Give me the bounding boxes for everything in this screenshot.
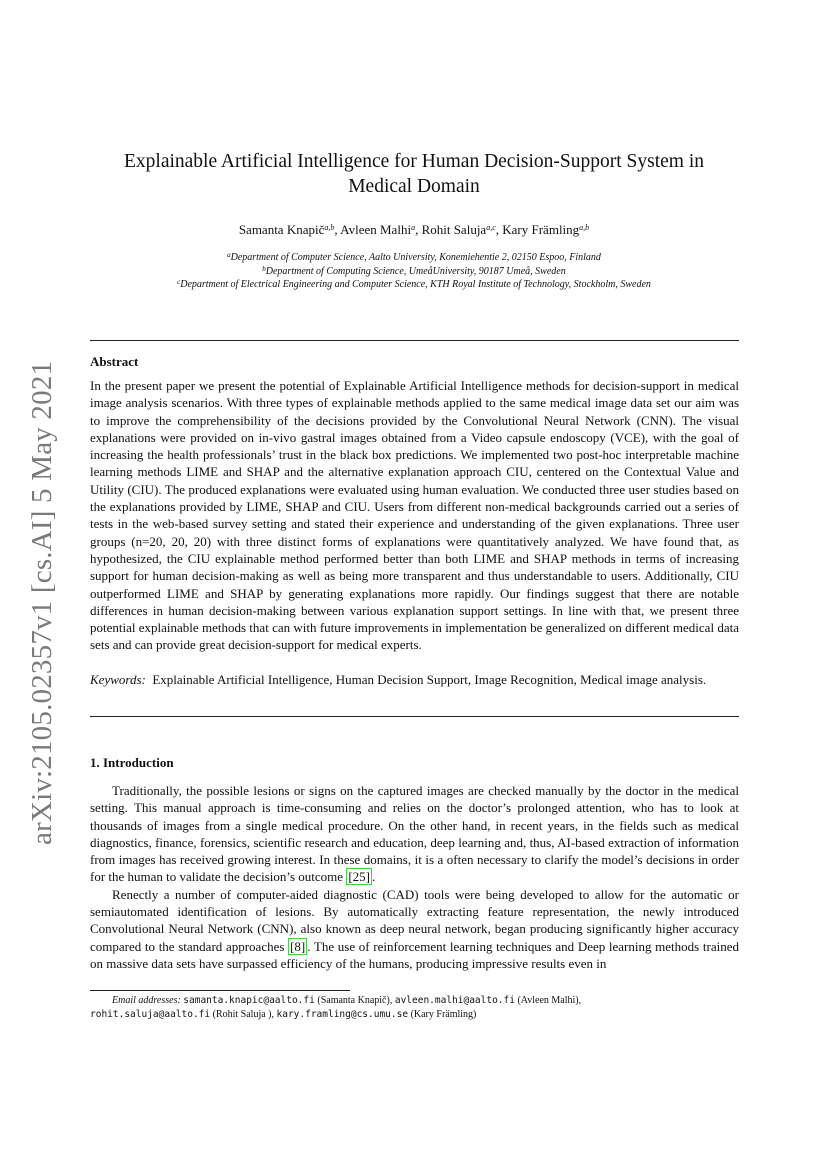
- abstract-text: In the present paper we present the potential of Explainable Artificial Intelligence methods for decision-support in medical image analysis scenarios. With three types of explainable methods applied to the same medical image data set our aim was to improve the comprehensibility of the decisions provided by the Convolutional Neural Network (CNN). The visual explanations were provided on in-vivo gastral images obtained from a Video capsule endoscopy (VCE), with the goal of increasing the health professionals’ trust in the black box predictions. We implemented two post-hoc interpretable machine learning methods LIME and SHAP and the alternative explanation approach CIU, centered on the Contextual Value and Utility (CIU). The produced explanations were evaluated using human evaluation. We conducted three user studies based on the explanations provided by LIME, SHAP and CIU. Users from different non-medical backgrounds carried out a series of tests in the web-based survey setting and stated their experience and understanding of the given explanations. Three user groups (n=20, 20, 20) with three distinct forms of explanations were quantitatively analyzed. We have found that, as hypothesized, the CIU explainable method performed better than both LIME and SHAP methods in terms of increasing support for human decision-making as well as being more transparent and thus understandable to users. Additionally, CIU outperformed LIME and SHAP by generating explanations more rapidly. Our findings suggest that there are notable differences in human decision-making between various explanation support settings. In line with that, we present three potential explainable methods that can with future improvements in implementation be generalized on different medical data sets and can provide great decision-support for medical experts.: [90, 378, 739, 653]
- author-1: Samanta Knapič$^{a,b}$: [238, 222, 335, 237]
- abstract-top-rule: [90, 340, 739, 341]
- author-2: Avleen Malhi$^a$: [340, 222, 416, 237]
- paper-title-line-1: Explainable Artificial Intelligence for Human Decision-Support System in: [124, 151, 704, 172]
- email-3-owner: (Rohit Saluja ),: [212, 1009, 274, 1020]
- citation-link-8[interactable]: [8]: [290, 938, 306, 954]
- affiliation-a: $^a$Department of Computer Science, Aalto University, Konemiehentie 2, 02150 Espoo, Finland: [227, 251, 601, 263]
- author-4: Kary Främling$^{a,b}$: [502, 222, 590, 237]
- email-4-owner: (Kary Främling): [410, 1009, 477, 1020]
- email-4[interactable]: kary.framling@cs.umu.se: [276, 1009, 409, 1020]
- email-2[interactable]: avleen.malhi@aalto.fi: [394, 995, 515, 1006]
- paper-title: [90, 149, 738, 199]
- arxiv-identifier-stamp: arXiv:2105.02357v1 [cs.AI] 5 May 2021: [26, 360, 58, 845]
- abstract-heading: Abstract: [90, 354, 139, 369]
- keywords-label: Keywords:: [90, 672, 146, 687]
- citation-link-25[interactable]: [25]: [348, 869, 370, 885]
- paper-title-line-2: Medical Domain: [348, 176, 480, 197]
- intro-paragraph-2: Renectly a number of computer-aided diagnostic (CAD) tools were being developed to allow for the automatic or semiautomated identification of lesions. By automatically extracting feature representation, the newly introduced Convolutional Neural Network (CNN), also known as deep neural network, began producing significantly higher accuracy compared to the standard approaches [8] . The use of reinforcement learning techniques and Deep learning methods trained on massive data sets have surpassed efficiency of the humans, producing impressive results even in: [90, 886, 739, 971]
- footnote-rule: [90, 990, 350, 991]
- keywords: [90, 671, 739, 688]
- email-1[interactable]: samanta.knapic@aalto.fi: [183, 995, 315, 1006]
- footnote-email-addresses: [90, 994, 739, 1022]
- keywords-text: Explainable Artificial Intelligence, Human Decision Support, Image Recognition, Medical image analysis.: [152, 672, 707, 687]
- footnote-label: Email addresses:: [112, 995, 181, 1006]
- affiliation-c: $^c$Department of Electrical Engineering and Computer Science, KTH Royal Institute of Technology, Stockholm, Sweden: [177, 278, 651, 290]
- email-3[interactable]: rohit.saluja@aalto.fi: [90, 1009, 211, 1020]
- affiliation-list: [90, 251, 738, 292]
- email-2-owner: (Avleen Malhi),: [517, 995, 582, 1006]
- intro-paragraph-1: Traditionally, the possible lesions or signs on the captured images are checked manually by the doctor in the medical setting. This manual approach is time-consuming and relies on the doctor’s prolonged attention, who has to look at thousands of images from a single medical procedure. On the other hand, in recent years, in the fields such as medical diagnostics, finance, forensics, scientific research and education, deep learning and, thus, AI-based extraction of information from images has received growing interest. In these domains, it is a often necessary to clarify the model’s decisions in order for the human to validate the decision’s outcome [25] .: [90, 783, 739, 885]
- introduction-body: [90, 782, 739, 972]
- author-list: Samanta Knapič$^{a,b}$, Avleen Malhi$^a$, Rohit Saluja$^{a,c}$, Kary Främling$^{a,b}$: [238, 222, 590, 237]
- section-heading-introduction: 1. Introduction: [90, 755, 174, 770]
- affiliation-b: $^b$Department of Computing Science, UmeåUniversity, 90187 Umeå, Sweden: [262, 264, 566, 277]
- author-3: Rohit Saluja$^{a,c}$: [421, 222, 496, 237]
- abstract-bottom-rule: [90, 716, 739, 717]
- email-1-owner: (Samanta Knapič),: [317, 995, 393, 1006]
